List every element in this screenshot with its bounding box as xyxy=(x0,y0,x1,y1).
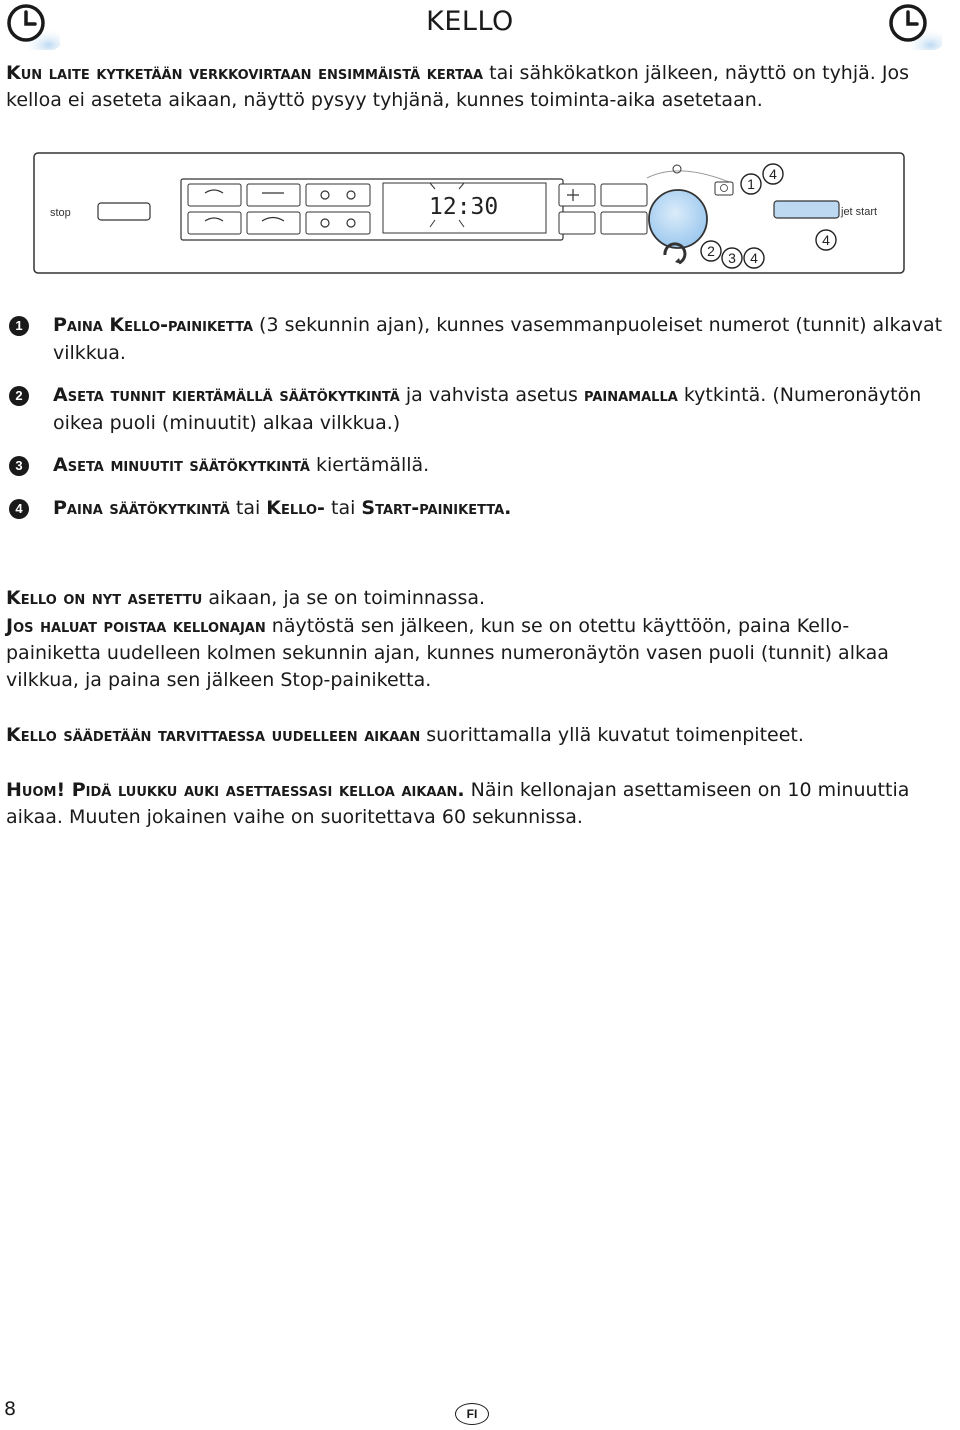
step-body: tai xyxy=(229,497,267,519)
paragraph-readjust xyxy=(6,722,936,749)
step-1-text xyxy=(53,311,943,367)
step-number: 2 xyxy=(9,386,29,406)
intro-text: tai sähkökatkon jälkeen, näyttö on tyhjä. Jos kelloa ei aseteta aikaan, näyttö pysyy tyhjänä, kunnes toiminta-aika asetetaan. xyxy=(6,62,909,111)
step-4-text xyxy=(53,494,943,522)
jet-start-label: jet start xyxy=(841,206,878,218)
step-lead: Kello- xyxy=(266,497,325,519)
callout-3: 3 xyxy=(728,250,736,266)
step-body: kiertämällä. xyxy=(309,454,430,476)
paragraph-text: näytöstä sen jälkeen, kun se on otettu käyttöön, paina Kello-painiketta uudelleen kolmen sekunnin ajan, kunnes numeronäytön vasen puoli (tunnit) alkaa vilkkua, ja paina sen jälkeen Stop-painiketta. xyxy=(6,615,889,691)
jet-start-button[interactable] xyxy=(774,201,839,218)
display-time: 12:30 xyxy=(429,194,499,220)
step-lead: Paina säätökytkintä xyxy=(53,497,230,519)
step-lead: Aseta tunnit kiertämällä säätökytkintä xyxy=(53,384,400,406)
step-number: 1 xyxy=(9,316,29,336)
paragraph-text: suorittamalla yllä kuvatut toimenpiteet. xyxy=(420,724,804,746)
step-3-text xyxy=(53,451,943,479)
language-badge: FI xyxy=(455,1403,489,1425)
option-button-3[interactable] xyxy=(601,184,647,206)
step-body: (3 sekunnin ajan), kunnes vasemmanpuoleiset numerot (tunnit) alkavat vilkkua. xyxy=(53,314,943,364)
callout-4b: 4 xyxy=(750,250,758,266)
paragraph-lead: Jos haluat poistaa kellonajan xyxy=(6,615,266,637)
callout-2: 2 xyxy=(707,243,715,259)
step-number: 4 xyxy=(9,499,29,519)
control-panel-illustration xyxy=(33,152,905,274)
paragraph-text: aikaan, ja se on toiminnassa. xyxy=(202,587,486,609)
callout-4a: 4 xyxy=(769,166,777,182)
paragraph-remove-clock xyxy=(6,613,936,694)
program-button-5[interactable] xyxy=(247,212,300,234)
step-body: ja vahvista asetus xyxy=(399,384,584,406)
step-body: kytkintä. (Numeronäytön oikea puoli (minuutit) alkaa vilkkua.) xyxy=(53,384,922,434)
program-button-6[interactable] xyxy=(306,212,370,234)
paragraph-clock-set xyxy=(6,585,936,612)
program-button-2[interactable] xyxy=(247,184,300,206)
page-number: 8 xyxy=(4,1398,17,1420)
step-number: 3 xyxy=(9,456,29,476)
paragraph-lead: Huom! Pidä luukku auki asettaessasi kelloa aikaan. xyxy=(6,779,465,801)
stop-label: stop xyxy=(50,207,71,219)
step-body: tai xyxy=(324,497,362,519)
paragraph-text: Näin kellonajan asettamiseen on 10 minuuttia aikaa. Muuten jokainen vaihe on suoritettava 60 sekunnissa. xyxy=(6,779,910,828)
stop-button[interactable] xyxy=(98,203,150,220)
step-lead: Paina Kello-painiketta xyxy=(53,314,254,336)
option-button-2[interactable] xyxy=(559,212,595,234)
paragraph-lead: Kello säädetään tarvittaessa uudelleen aikaan xyxy=(6,724,421,746)
program-button-1[interactable] xyxy=(188,184,241,206)
control-knob[interactable] xyxy=(649,190,707,248)
intro-paragraph xyxy=(6,60,936,114)
intro-lead: Kun laite kytketään verkkovirtaan ensimmäistä kertaa xyxy=(6,62,484,84)
callout-4c: 4 xyxy=(822,232,830,248)
page-title: KELLO xyxy=(426,6,514,37)
step-2-text xyxy=(53,381,943,437)
paragraph-note xyxy=(6,777,936,831)
step-lead: painamalla xyxy=(583,384,678,406)
clock-button[interactable] xyxy=(715,182,733,195)
step-lead: Start-painiketta. xyxy=(361,497,512,519)
program-button-4[interactable] xyxy=(188,212,241,234)
option-button-4[interactable] xyxy=(601,212,647,234)
step-lead: Aseta minuutit säätökytkintä xyxy=(53,454,310,476)
program-button-3[interactable] xyxy=(306,184,370,206)
callout-1: 1 xyxy=(747,176,755,192)
paragraph-lead: Kello on nyt asetettu xyxy=(6,587,203,609)
